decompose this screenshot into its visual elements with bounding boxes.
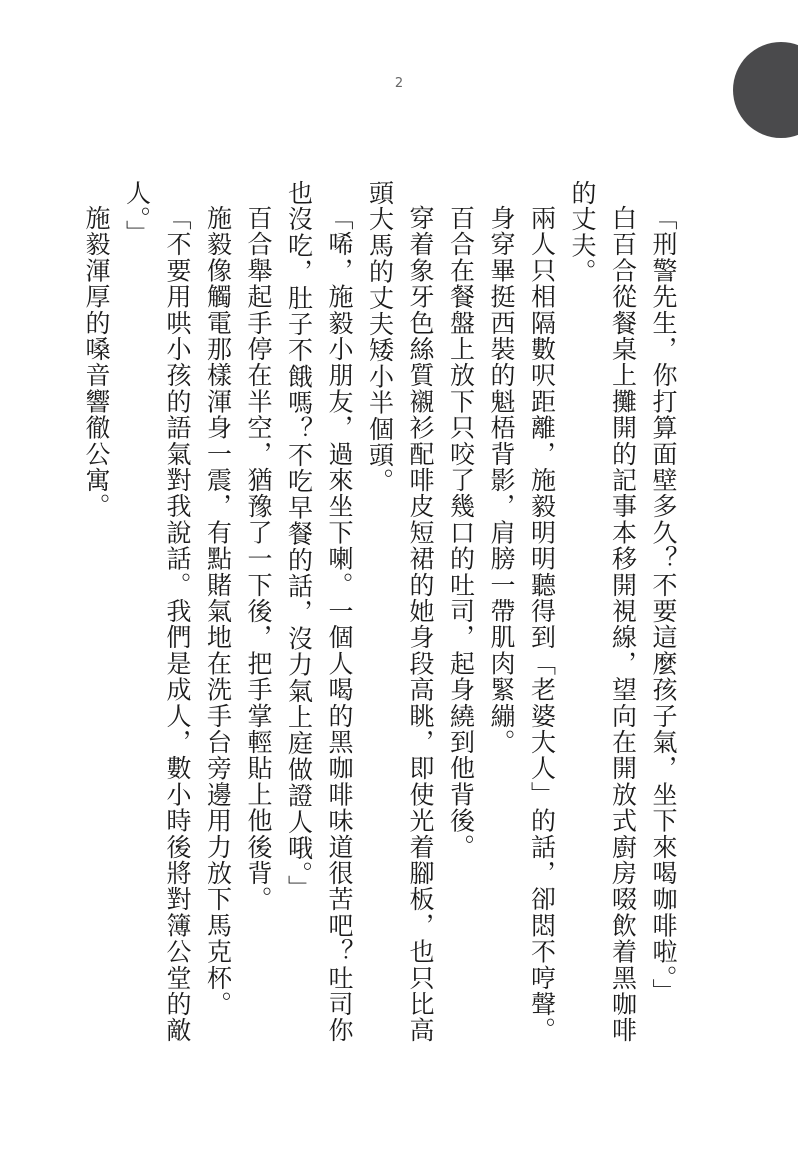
paragraph: 「唏，施毅小朋友，過來坐下喇。一個人喝的黑咖啡味道很苦吧？吐司你也沒吃，肚子不餓嗎？不吃早餐的話，沒力氣上庭做證人哦。」 [284,180,354,1044]
paragraph: 百合舉起手停在半空，猶豫了一下後，把手掌輕貼上他後背。 [244,205,273,913]
body-text [76,180,684,1060]
paragraph: 白百合從餐桌上攤開的記事本移開視線，望向在開放式廚房啜飲着黑咖啡的丈夫。 [568,180,638,1044]
paragraph: 施毅渾厚的嗓音響徹公寓。 [82,205,111,520]
paragraph: 穿着象牙色絲質襯衫配啡皮短裙的她身段高眺，即使光着腳板，也只比高頭大馬的丈夫矮小半個頭。 [365,180,435,1044]
paragraph: 身穿畢挺西裝的魁梧背影，肩膀一帶肌肉緊繃。 [487,205,516,756]
paragraph: 兩人只相隔數呎距離，施毅明明聽得到「老婆大人」的話，卻悶不哼聲。 [527,205,557,1044]
paragraph: 「刑警先生，你打算面壁多久？不要這麼孩子氣，坐下來喝咖啡啦。」 [649,205,678,1005]
paragraph: 施毅像觸電那樣渾身一震，有點賭氣地在洗手台旁邊用力放下馬克杯。 [203,205,233,1018]
thumb-index-tab [733,42,798,138]
page-number: 2 [394,76,404,91]
paragraph: 「不要用哄小孩的語氣對我說話。我們是成人，數小時後將對簿公堂的敵人。」 [122,180,192,1044]
paragraph: 百合在餐盤上放下只咬了幾口的吐司，起身繞到他背後。 [446,205,476,860]
